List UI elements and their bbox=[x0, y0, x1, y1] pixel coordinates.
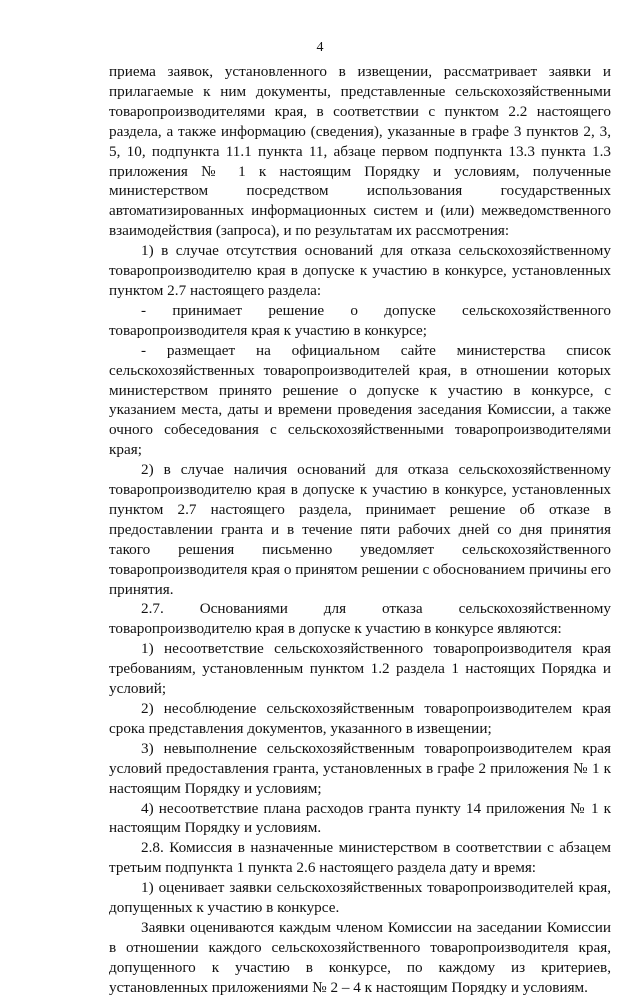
paragraph-section-2-7: 2.7. Основаниями для отказа сельскохозяйственному товаропроизводителю края в допуске к участию в конкурсе являются: bbox=[109, 600, 611, 638]
paragraph-item-1-no-grounds: 1) в случае отсутствия оснований для отказа сельскохозяйственному товаропроизводителю края в допуске к участию в конкурсе, установленных пунктом 2.7 настоящего раздела: bbox=[109, 242, 611, 299]
paragraph-dash-publish-list: - размещает на официальном сайте министерства список сельскохозяйственных товаропроизводителей края, в отношении которых министерством принято решение о допуске к участию в конкурсе, с указанием места, даты и времени проведения заседания Комиссии, а также очного собеседования с сельскохозяйственными товаропроизводителями края; bbox=[109, 341, 611, 459]
paragraph-ground-3: 3) невыполнение сельскохозяйственным товаропроизводителем края условий предоставления гранта, установленных в графе 2 приложения № 1 к настоящим Порядку и условиям; bbox=[109, 739, 611, 797]
paragraph-ground-4: 4) несоответствие плана расходов гранта пункту 14 приложения № 1 к настоящим Порядку и условиям. bbox=[109, 799, 611, 837]
paragraph-evaluation: Заявки оцениваются каждым членом Комиссии на заседании Комиссии в отношении каждого сельскохозяйственного товаропроизводителя края, допущенного к участию в конкурсе, по каждому из критериев, установленных приложениями № 2 – 4 к настоящим Порядку и условиям. bbox=[109, 918, 611, 996]
page-number: 4 bbox=[316, 40, 324, 55]
paragraph-section-2-8: 2.8. Комиссия в назначенные министерством в соответствии с абзацем третьим подпункта 1 пункта 2.6 настоящего раздела дату и время: bbox=[109, 839, 611, 877]
paragraph-item-2-refusal: 2) в случае наличия оснований для отказа сельскохозяйственному товаропроизводителю края в допуске к участию в конкурсе, установленных пунктом 2.7 настоящего раздела, принимает решение об отказе в предоставлении гранта и в течение пяти рабочих дней со дня принятия такого решения письменно уведомляет сельскохозяйственного товаропроизводителя края о принятом решении с обоснованием причины его принятия. bbox=[109, 461, 611, 598]
paragraph-dash-admission-decision: - принимает решение о допуске сельскохозяйственного товаропроизводителя края к участию в конкурсе; bbox=[109, 301, 611, 339]
paragraph-commission-item-1: 1) оценивает заявки сельскохозяйственных товаропроизводителей края, допущенных к участию в конкурсе. bbox=[109, 879, 611, 917]
paragraph-ground-2: 2) несоблюдение сельскохозяйственным товаропроизводителем края срока представления документов, указанного в извещении; bbox=[109, 700, 611, 737]
paragraph-intro: приема заявок, установленного в извещении, рассматривает заявки и прилагаемые к ним документы, представленные сельскохозяйственными товаропроизводителями края, в соответствии с пунктом 2.2 настоящего раздела, а также информацию (сведения), указанные в графе 3 пунктов 2, 3, 5, 10, подпункта 11.1 пункта 11, абзаце первом подпункта 13.3 пункта 1.3 приложения № 1 к настоящим Порядку и условиям, полученные министерством посредством использования государственных автоматизированных информационных систем и (или) межведомственного взаимодействия (запроса), и по результатам их рассмотрения: bbox=[109, 63, 611, 240]
paragraph-ground-1: 1) несоответствие сельскохозяйственного товаропроизводителя края требованиям, установленным пунктом 1.2 раздела 1 настоящих Порядка и условий; bbox=[109, 640, 611, 698]
document-body bbox=[109, 62, 611, 998]
